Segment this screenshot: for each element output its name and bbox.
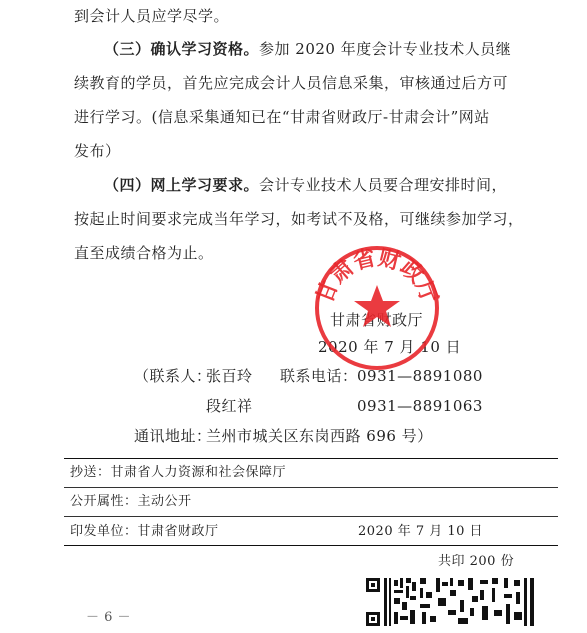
cc-label: 抄送： [70, 465, 111, 480]
issuer-row [70, 522, 219, 542]
footer-top-rule [64, 458, 558, 459]
page-number: － 6 － [86, 610, 132, 625]
barcode-icon [364, 576, 536, 628]
signature-org: 甘肃省财政厅 [330, 311, 424, 329]
contact-phone-2: 0931—8891063 [357, 397, 483, 415]
paragraph-4-heading: （四）网上学习要求。 [104, 176, 260, 194]
paragraph-3-heading: （三）确认学习资格。 [104, 40, 260, 58]
issuer-value: 甘肃省财政厅 [137, 524, 219, 539]
issue-date: 2020 年 7 月 10 日 [358, 524, 484, 539]
paragraph-3-line-1 [104, 39, 511, 59]
phone-label: 联系电话： [280, 367, 358, 385]
seal-text: 甘肃省财政厅 [312, 245, 442, 308]
contact-person-1: 张百玲 [206, 367, 253, 385]
paragraph-4-line-1 [104, 175, 507, 195]
paragraph-4-line-2: 按起止时间要求完成当年学习，如考试不及格，可继续参加学习， [74, 210, 524, 228]
cc-value: 甘肃省人力资源和社会保障厅 [110, 465, 287, 480]
paragraph-3-line-4: 发布） [74, 142, 121, 160]
paragraph-3-line-3: 进行学习。(信息采集通知已在“甘肃省财政厅-甘肃会计”网站 [74, 108, 490, 126]
address-label: 通讯地址： [134, 427, 212, 445]
address-value: 兰州市城关区东岗西路 696 号） [206, 427, 433, 445]
issuer-label: 印发单位： [70, 524, 138, 539]
text-line: 到会计人员应学尽学。 [74, 7, 230, 25]
footer-bottom-rule [64, 545, 558, 546]
contact-phone-1: 0931—8891080 [357, 367, 483, 385]
public-label: 公开属性： [70, 494, 138, 509]
official-seal-icon [312, 243, 442, 373]
paragraph-3-line-2: 续教育的学员，首先应完成会计人员信息采集，审核通过后方可 [74, 74, 509, 92]
signature-date: 2020 年 7 月 10 日 [318, 338, 462, 356]
paragraph-4-text: 会计专业技术人员要合理安排时间， [259, 176, 508, 194]
public-row [70, 492, 192, 512]
footer-rule [64, 516, 558, 517]
paragraph-3-text: 参加 2020 年度会计专业技术人员继 [259, 40, 512, 58]
copies-count: 共印 200 份 [438, 554, 515, 569]
contact-person-2: 段红祥 [206, 397, 253, 415]
contact-label: （联系人： [134, 367, 212, 385]
public-value: 主动公开 [137, 494, 192, 509]
paragraph-4-line-3: 直至成绩合格为止。 [74, 244, 214, 262]
footer-rule [64, 487, 558, 488]
cc-row [70, 463, 286, 483]
